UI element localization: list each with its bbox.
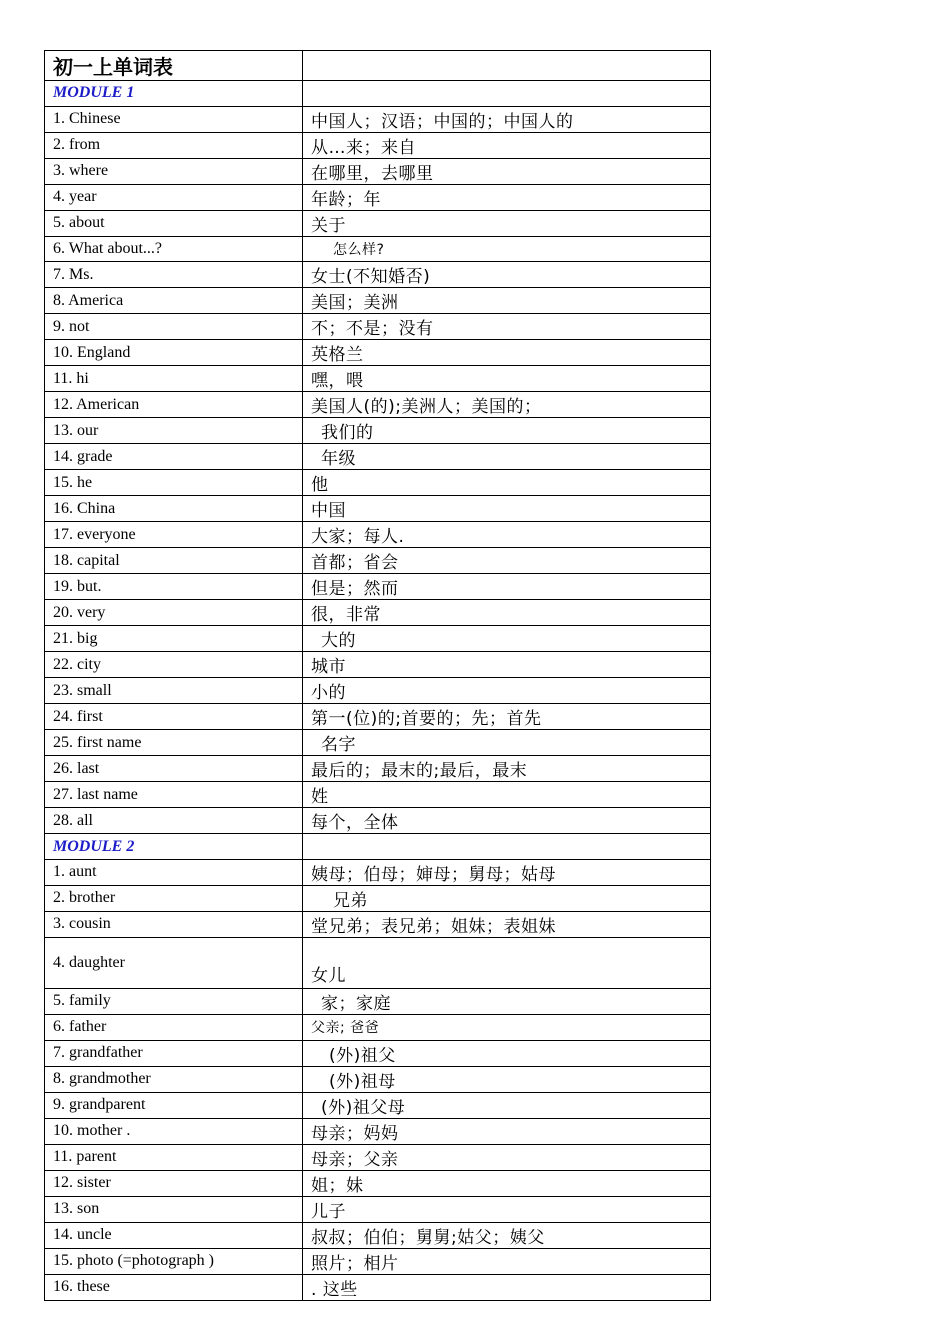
english-word: 17. everyone [45,522,303,548]
table-row [45,444,711,470]
chinese-meaning: 母亲；父亲 [303,1144,711,1170]
english-word: 11. hi [45,366,303,392]
module-heading: MODULE 1 [45,81,303,107]
english-word: 11. parent [45,1144,303,1170]
english-word: 7. Ms. [45,262,303,288]
table-row [45,626,711,652]
chinese-meaning: 女士(不知婚否) [303,262,711,288]
table-row [45,314,711,340]
table-row [45,911,711,937]
english-word: 9. not [45,314,303,340]
table-row [45,1014,711,1040]
table-row [45,756,711,782]
module-blank-cell [303,81,711,107]
table-row [45,548,711,574]
table-row [45,158,711,184]
chinese-meaning: 怎么样? [303,236,711,262]
module-header-row [45,81,711,107]
chinese-meaning: (外)祖母 [303,1066,711,1092]
table-row [45,418,711,444]
chinese-meaning: 每个，全体 [303,808,711,834]
english-word: 1. aunt [45,859,303,885]
chinese-meaning: 首都；省会 [303,548,711,574]
table-row [45,210,711,236]
english-word: 13. our [45,418,303,444]
chinese-meaning: 叔叔；伯伯；舅舅;姑父；姨父 [303,1222,711,1248]
english-word: 21. big [45,626,303,652]
chinese-meaning: 父亲; 爸爸 [303,1014,711,1040]
english-word: 3. cousin [45,911,303,937]
table-row [45,652,711,678]
english-word: 6. What about...? [45,236,303,262]
chinese-meaning: 大家；每人. [303,522,711,548]
table-row [45,522,711,548]
table-row [45,184,711,210]
chinese-meaning: 美国人(的);美洲人；美国的； [303,392,711,418]
english-word: 4. year [45,184,303,210]
english-word: 16. these [45,1274,303,1300]
chinese-meaning: 兄弟 [303,885,711,911]
english-word: 2. from [45,132,303,158]
english-word: 3. where [45,158,303,184]
chinese-meaning: 在哪里，去哪里 [303,158,711,184]
chinese-meaning: 年级 [303,444,711,470]
table-row [45,288,711,314]
english-word: 5. about [45,210,303,236]
table-row [45,859,711,885]
table-row [45,236,711,262]
english-word: 7. grandfather [45,1040,303,1066]
table-row [45,1066,711,1092]
chinese-meaning: (外)祖父 [303,1040,711,1066]
english-word: 26. last [45,756,303,782]
table-row [45,574,711,600]
table-row [45,1196,711,1222]
chinese-meaning: 英格兰 [303,340,711,366]
english-word: 28. all [45,808,303,834]
table-row [45,1118,711,1144]
english-word: 5. family [45,988,303,1014]
chinese-meaning: 名字 [303,730,711,756]
module-heading: MODULE 2 [45,834,303,860]
table-row [45,340,711,366]
english-word: 14. uncle [45,1222,303,1248]
chinese-meaning: 照片；相片 [303,1248,711,1274]
title-blank-cell [303,51,711,81]
english-word: 4. daughter [45,937,303,988]
chinese-meaning: 他 [303,470,711,496]
title-row [45,51,711,81]
chinese-meaning: (外)祖父母 [303,1092,711,1118]
table-row [45,730,711,756]
chinese-meaning: 母亲；妈妈 [303,1118,711,1144]
chinese-meaning: 姓 [303,782,711,808]
table-row [45,1222,711,1248]
english-word: 9. grandparent [45,1092,303,1118]
chinese-meaning: 姨母；伯母；婶母；舅母；姑母 [303,859,711,885]
english-word: 15. he [45,470,303,496]
english-word: 25. first name [45,730,303,756]
chinese-meaning: 城市 [303,652,711,678]
chinese-meaning: 大的 [303,626,711,652]
table-row [45,678,711,704]
english-word: 24. first [45,704,303,730]
page-title: 初一上单词表 [45,51,303,81]
chinese-meaning: 第一(位)的;首要的；先；首先 [303,704,711,730]
english-word: 10. England [45,340,303,366]
chinese-meaning: 我们的 [303,418,711,444]
table-row [45,937,711,988]
chinese-meaning: 中国 [303,496,711,522]
english-word: 16. China [45,496,303,522]
chinese-meaning: 关于 [303,210,711,236]
module-header-row [45,834,711,860]
table-row [45,470,711,496]
english-word: 27. last name [45,782,303,808]
table-row [45,885,711,911]
chinese-meaning: 堂兄弟；表兄弟；姐妹；表姐妹 [303,911,711,937]
english-word: 1. Chinese [45,106,303,132]
english-word: 2. brother [45,885,303,911]
chinese-meaning: 年龄；年 [303,184,711,210]
chinese-meaning: 女儿 [303,937,711,988]
table-row [45,1248,711,1274]
english-word: 20. very [45,600,303,626]
table-row [45,704,711,730]
chinese-meaning: 儿子 [303,1196,711,1222]
english-word: 12. sister [45,1170,303,1196]
english-word: 8. grandmother [45,1066,303,1092]
chinese-meaning: 嘿，喂 [303,366,711,392]
table-row [45,600,711,626]
english-word: 23. small [45,678,303,704]
module-blank-cell [303,834,711,860]
english-word: 8. America [45,288,303,314]
table-row [45,1040,711,1066]
chinese-meaning: 不；不是；没有 [303,314,711,340]
english-word: 19. but. [45,574,303,600]
vocabulary-table [44,50,711,1301]
english-word: 18. capital [45,548,303,574]
english-word: 15. photo (=photograph ) [45,1248,303,1274]
table-row [45,262,711,288]
table-row [45,106,711,132]
chinese-meaning: 从…来；来自 [303,132,711,158]
english-word: 12. American [45,392,303,418]
english-word: 22. city [45,652,303,678]
chinese-meaning: 美国；美洲 [303,288,711,314]
chinese-meaning: 中国人；汉语；中国的；中国人的 [303,106,711,132]
table-row [45,1170,711,1196]
chinese-meaning: . 这些 [303,1274,711,1300]
table-row [45,808,711,834]
table-row [45,1092,711,1118]
table-row [45,132,711,158]
chinese-meaning: 很，非常 [303,600,711,626]
table-row [45,1274,711,1300]
english-word: 14. grade [45,444,303,470]
table-row [45,496,711,522]
english-word: 10. mother . [45,1118,303,1144]
table-row [45,392,711,418]
table-row [45,988,711,1014]
english-word: 13. son [45,1196,303,1222]
chinese-meaning: 但是；然而 [303,574,711,600]
table-row [45,782,711,808]
chinese-meaning: 小的 [303,678,711,704]
table-row [45,1144,711,1170]
chinese-meaning: 姐；妹 [303,1170,711,1196]
table-row [45,366,711,392]
chinese-meaning: 最后的；最末的;最后，最末 [303,756,711,782]
english-word: 6. father [45,1014,303,1040]
chinese-meaning: 家；家庭 [303,988,711,1014]
